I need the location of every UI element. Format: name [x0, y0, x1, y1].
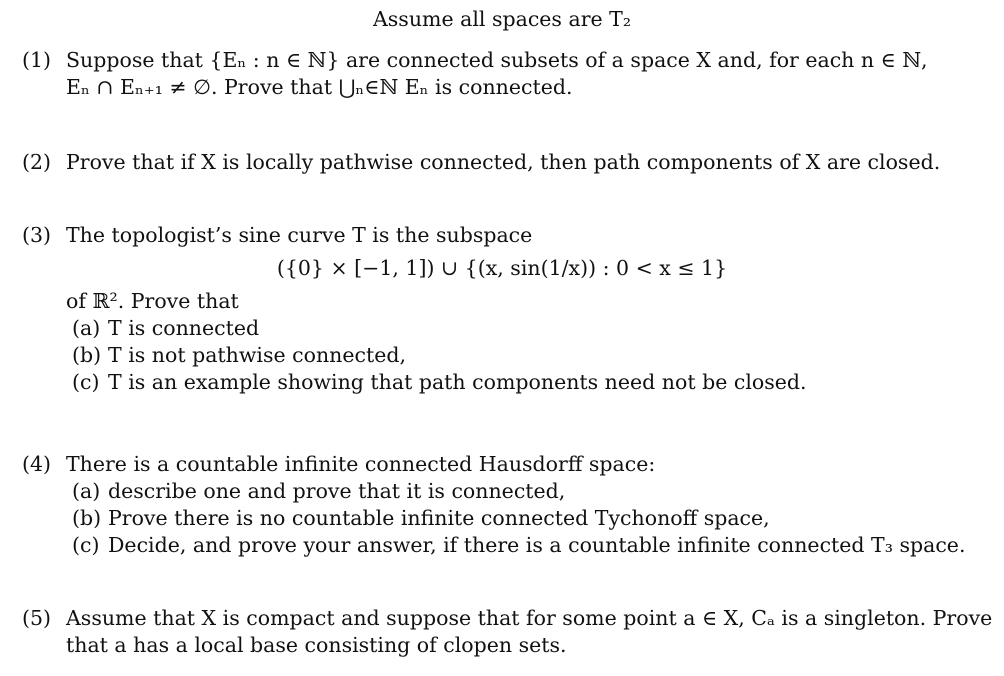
- sub-item-b: [66, 342, 982, 369]
- sub-item-label: (a): [72, 479, 101, 503]
- sub-item-text: describe one and prove that it is connected,: [108, 479, 566, 503]
- sub-item-a: [66, 478, 982, 505]
- problem-intro: There is a countable infinite connected Hausdorff space:: [66, 452, 656, 476]
- sub-item-c: [66, 532, 982, 559]
- problem-number: (3): [22, 223, 52, 247]
- problem-text-line: that a has a local base consisting of clopen sets.: [66, 633, 567, 657]
- problem-number: (5): [22, 606, 52, 630]
- sub-item-text: Decide, and prove your answer, if there is a countable infinite connected T₃ space.: [108, 533, 966, 557]
- problem-text-line: of ℝ². Prove that: [66, 289, 239, 313]
- problem-number: (1): [22, 48, 52, 72]
- sub-item-label: (c): [72, 370, 100, 394]
- sub-item-label: (c): [72, 533, 100, 557]
- formula: ({0} × [−1, 1]) ∪ {(x, sin(1/x)) : 0 < x ≤ 1}: [276, 256, 728, 280]
- problem-5: [22, 605, 993, 659]
- problem-number: (2): [22, 150, 52, 174]
- sub-item-c: [66, 369, 982, 396]
- sub-item-b: [66, 505, 982, 532]
- problem-4: [22, 451, 982, 559]
- sub-item-label: (b): [72, 506, 102, 530]
- sub-item-text: T is an example showing that path components need not be closed.: [108, 370, 807, 394]
- sub-item-a: [66, 315, 982, 342]
- problem-text-line: Eₙ ∩ Eₙ₊₁ ≠ ∅. Prove that ⋃ₙ∈ℕ Eₙ is connected.: [66, 75, 573, 99]
- sub-item-label: (b): [72, 343, 102, 367]
- problem-3: [22, 222, 982, 396]
- sub-item-text: Prove there is no countable infinite connected Tychonoff space,: [108, 506, 770, 530]
- problem-text-line: Suppose that {Eₙ : n ∈ ℕ} are connected subsets of a space X and, for each n ∈ ℕ,: [66, 48, 928, 72]
- problem-text-line: Prove that if X is locally pathwise connected, then path components of X are closed.: [66, 150, 941, 174]
- sub-item-text: T is connected: [108, 316, 260, 340]
- problem-intro: The topologist’s sine curve T is the subspace: [66, 223, 533, 247]
- problem-1: [22, 47, 982, 101]
- problem-2: [22, 149, 982, 176]
- problem-number: (4): [22, 452, 52, 476]
- page-title: Assume all spaces are T₂: [372, 7, 632, 31]
- problem-text-line: Assume that X is compact and suppose that for some point a ∈ X, Cₐ is a singleton. Prove: [66, 606, 993, 630]
- sub-item-text: T is not pathwise connected,: [108, 343, 406, 367]
- sub-item-label: (a): [72, 316, 101, 340]
